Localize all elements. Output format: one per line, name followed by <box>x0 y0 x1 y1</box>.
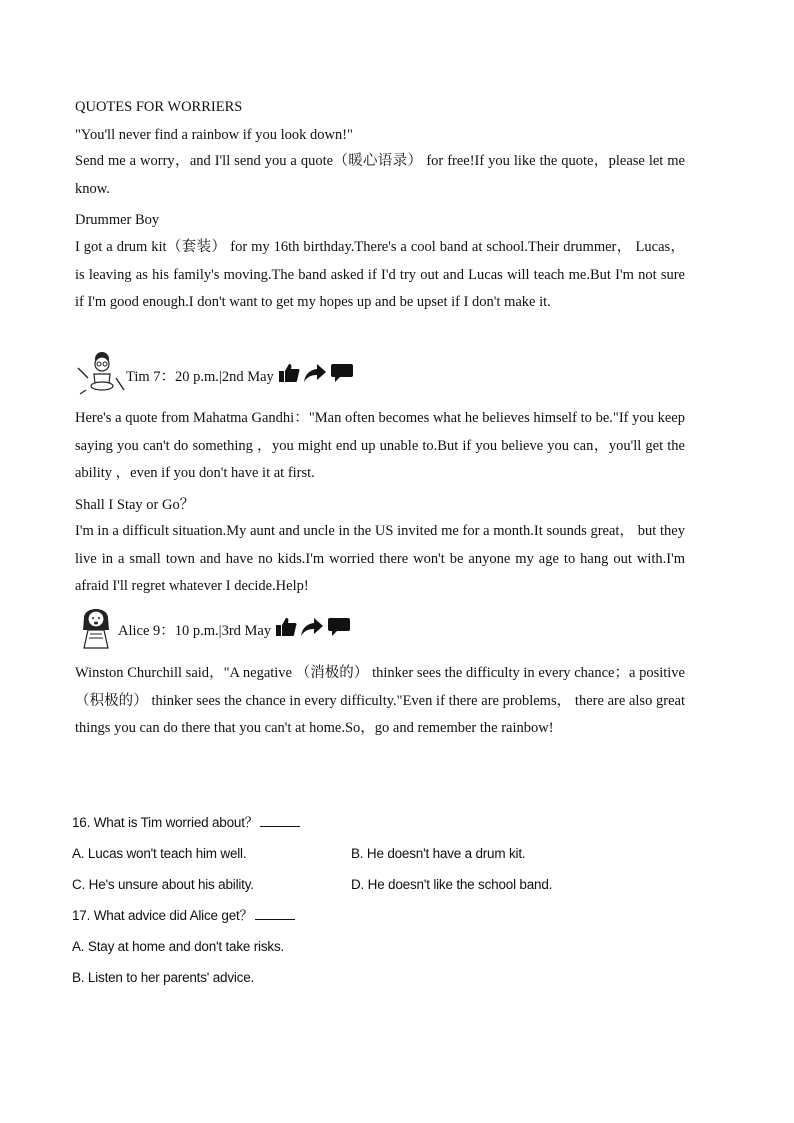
post1-body: I got a drum kit（套装） for my 16th birthday.There's a cool band at school.Their drummer， Lucas，is leaving as his family's moving.The band asked if I'd try out and Lucas will teach me.But I'm not sure if I'm good enough.I don't want to get my hopes up and be upset if I don't make it. <box>75 239 685 311</box>
question-16-option-b[interactable]: B. He doesn't have a drum kit. <box>351 846 526 861</box>
page-title: QUOTES FOR WORRIERS <box>75 99 243 115</box>
share-arrow-icon[interactable] <box>300 617 324 642</box>
tagline: "You'll never find a rainbow if you look down!" <box>75 127 353 143</box>
answer-blank[interactable] <box>255 907 295 920</box>
post1-reply-meta <box>76 350 354 401</box>
question-17 <box>72 907 295 925</box>
question-16-option-d[interactable]: D. He doesn't like the school band. <box>351 877 553 892</box>
answer-blank[interactable] <box>260 814 300 827</box>
question-16-stem: 16. What is Tim worried about？ <box>72 815 259 830</box>
question-16 <box>72 814 300 832</box>
comment-icon[interactable] <box>330 363 354 388</box>
avatar-tim-icon <box>76 350 126 401</box>
avatar-alice-icon <box>78 604 114 655</box>
question-17-option-a[interactable]: A. Stay at home and don't take risks. <box>72 939 285 954</box>
question-16-option-c[interactable]: C. He's unsure about his ability. <box>72 877 254 892</box>
post1-reply: Here's a quote from Mahatma Gandhi："Man often becomes what he believes himself to be."If you keep saying you can't do something ，you might end up unable to.But if you believe you can，you'll get the ability ，even if you don't have it at first. <box>75 410 685 482</box>
comment-icon[interactable] <box>327 617 351 642</box>
post1-heading: Drummer Boy <box>75 212 160 228</box>
question-17-option-b[interactable]: B. Listen to her parents' advice. <box>72 970 255 985</box>
intro-text: Send me a worry，and I'll send you a quote（暖心语录） for free!If you like the quote，please let me know. <box>75 153 685 197</box>
post2-reply-meta <box>78 604 351 655</box>
post1-reply-meta-text: Tim 7：20 p.m.|2nd May <box>126 369 274 385</box>
post2-body: I'm in a difficult situation.My aunt and uncle in the US invited me for a month.It sounds great， but they live in a small town and have no kids.I'm worried there won't be anyone my age to hang out with.I'm afraid I'll regret whatever I decide.Help! <box>75 523 685 595</box>
post2-reply-meta-text: Alice 9：10 p.m.|3rd May <box>118 623 272 639</box>
thumbs-up-icon[interactable] <box>275 617 297 642</box>
question-17-stem: 17. What advice did Alice get？ <box>72 908 253 923</box>
post2-heading: Shall I Stay or Go？ <box>75 497 195 513</box>
question-16-option-a[interactable]: A. Lucas won't teach him well. <box>72 846 247 861</box>
thumbs-up-icon[interactable] <box>278 363 300 388</box>
post2-reply: Winston Churchill said，"A negative （消极的） thinker sees the difficulty in every chance；a positive （积极的） thinker sees the chance in every difficulty."Even if there are problems， there are also great things you can do there that you can't at home.So，go and remember the rainbow! <box>75 665 685 737</box>
share-arrow-icon[interactable] <box>303 363 327 388</box>
